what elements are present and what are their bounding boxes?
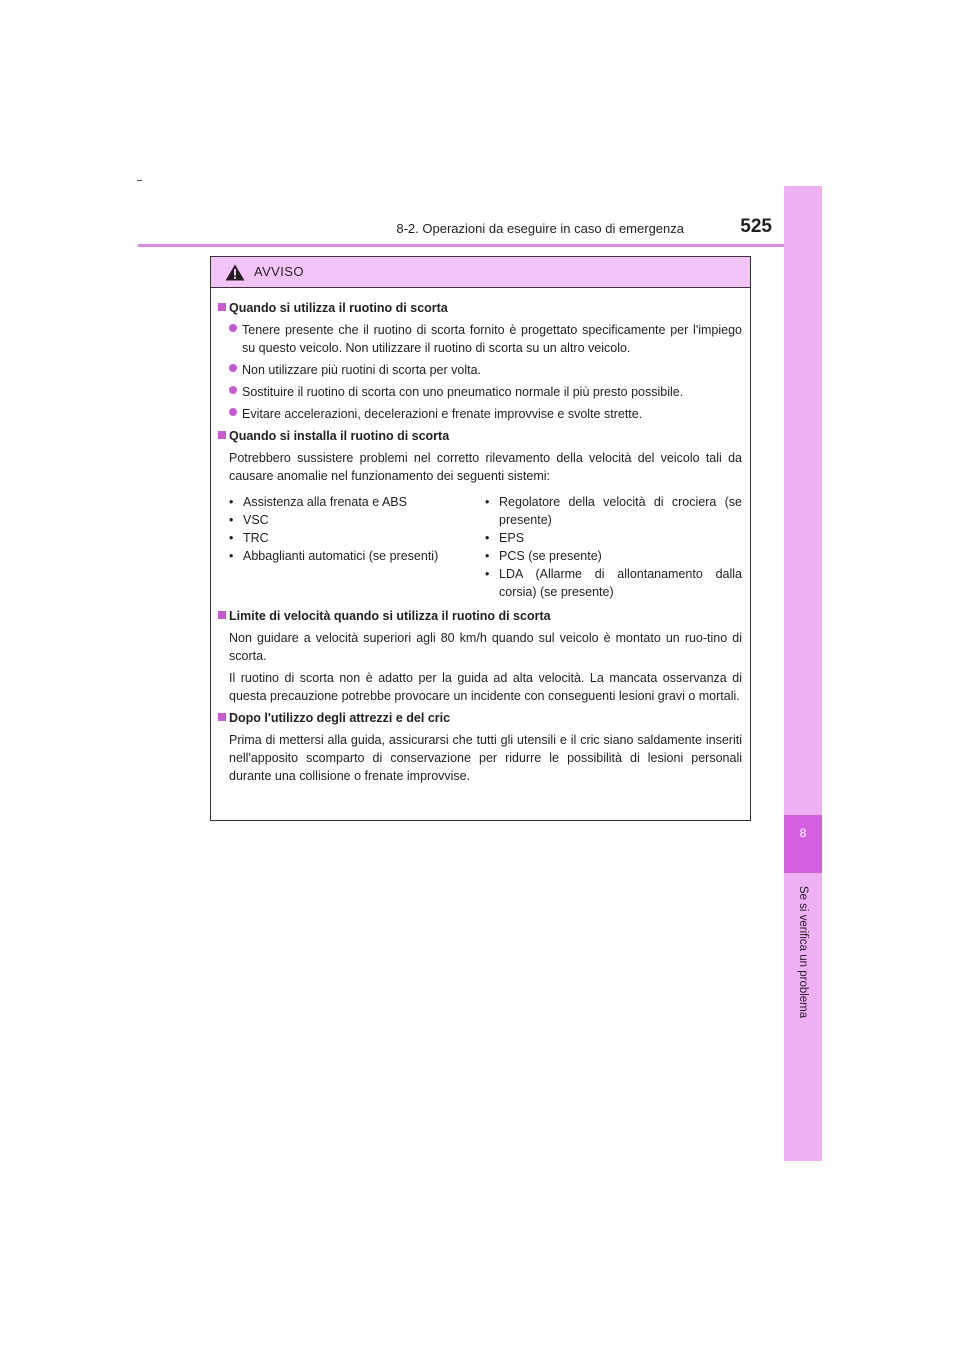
systems-list-left bbox=[229, 493, 485, 601]
warning-title: AVVISO bbox=[254, 264, 304, 279]
paragraph: Potrebbero sussistere problemi nel corretto rilevamento della velocità del veicolo tali da causare anomalie nel funzionamento dei seguenti sistemi: bbox=[229, 451, 742, 483]
warning-header bbox=[211, 257, 750, 288]
list-item: Sostituire il ruotino di scorta con uno pneumatico normale il più presto possibile. bbox=[218, 383, 742, 401]
chapter-number-tab bbox=[784, 815, 822, 873]
round-bullet-icon bbox=[229, 386, 237, 394]
section-heading: Dopo l'utilizzo degli attrezzi e del cric bbox=[218, 709, 742, 727]
list-item: • Assistenza alla frenata e ABS bbox=[229, 493, 485, 511]
warning-content bbox=[218, 299, 742, 785]
warning-triangle-icon bbox=[225, 264, 245, 281]
chapter-label: Se si verifica un problema bbox=[797, 885, 809, 1019]
section-heading: Limite di velocità quando si utilizza il ruotino di scorta bbox=[218, 607, 742, 625]
section-heading: Quando si utilizza il ruotino di scorta bbox=[218, 299, 742, 317]
systems-list-right bbox=[485, 493, 742, 601]
section-heading: Quando si installa il ruotino di scorta bbox=[218, 427, 742, 445]
list-item: Non utilizzare più ruotini di scorta per volta. bbox=[218, 361, 742, 379]
systems-list bbox=[218, 493, 742, 601]
corner-mark bbox=[137, 180, 142, 181]
square-bullet-icon bbox=[218, 611, 226, 619]
square-bullet-icon bbox=[218, 303, 226, 311]
round-bullet-icon bbox=[229, 408, 237, 416]
square-bullet-icon bbox=[218, 713, 226, 721]
square-bullet-icon bbox=[218, 431, 226, 439]
list-item: • Abbaglianti automatici (se presenti) bbox=[229, 547, 485, 565]
list-item: • VSC bbox=[229, 511, 485, 529]
list-item: • LDA (Allarme di allontanamento dalla corsia) (se presente) bbox=[485, 565, 742, 601]
warning-box bbox=[210, 256, 751, 821]
chapter-number: 8 bbox=[799, 826, 807, 840]
paragraph: Il ruotino di scorta non è adatto per la guida ad alta velocità. La mancata osservanza di questa precauzione potrebbe provocare un incidente con conseguenti lesioni gravi o mortali. bbox=[229, 671, 742, 703]
round-bullet-icon bbox=[229, 364, 237, 372]
list-item: Tenere presente che il ruotino di scorta fornito è progettato specificamente per l'impiego su questo veicolo. Non utilizzare il ruotino di scorta su un altro veicolo. bbox=[218, 321, 742, 357]
list-item: Evitare accelerazioni, decelerazioni e frenate improvvise e svolte strette. bbox=[218, 405, 742, 423]
header-divider bbox=[138, 244, 821, 247]
list-item: • EPS bbox=[485, 529, 742, 547]
round-bullet-icon bbox=[229, 324, 237, 332]
list-item: • Regolatore della velocità di crociera (se presente) bbox=[485, 493, 742, 529]
paragraph: Non guidare a velocità superiori agli 80 km/h quando sul veicolo è montato un ruo-tino di scorta. bbox=[229, 631, 742, 663]
list-item: • PCS (se presente) bbox=[485, 547, 742, 565]
page-number: 525 bbox=[740, 216, 772, 237]
paragraph: Prima di mettersi alla guida, assicurarsi che tutti gli utensili e il cric siano saldamente inseriti nell'apposito scomparto di conservazione per ridurre le possibilità di lesioni personali durante una collisione o frenate improvvise. bbox=[229, 733, 742, 783]
section-title: 8-2. Operazioni da eseguire in caso di emergenza bbox=[396, 221, 684, 236]
list-item: • TRC bbox=[229, 529, 485, 547]
